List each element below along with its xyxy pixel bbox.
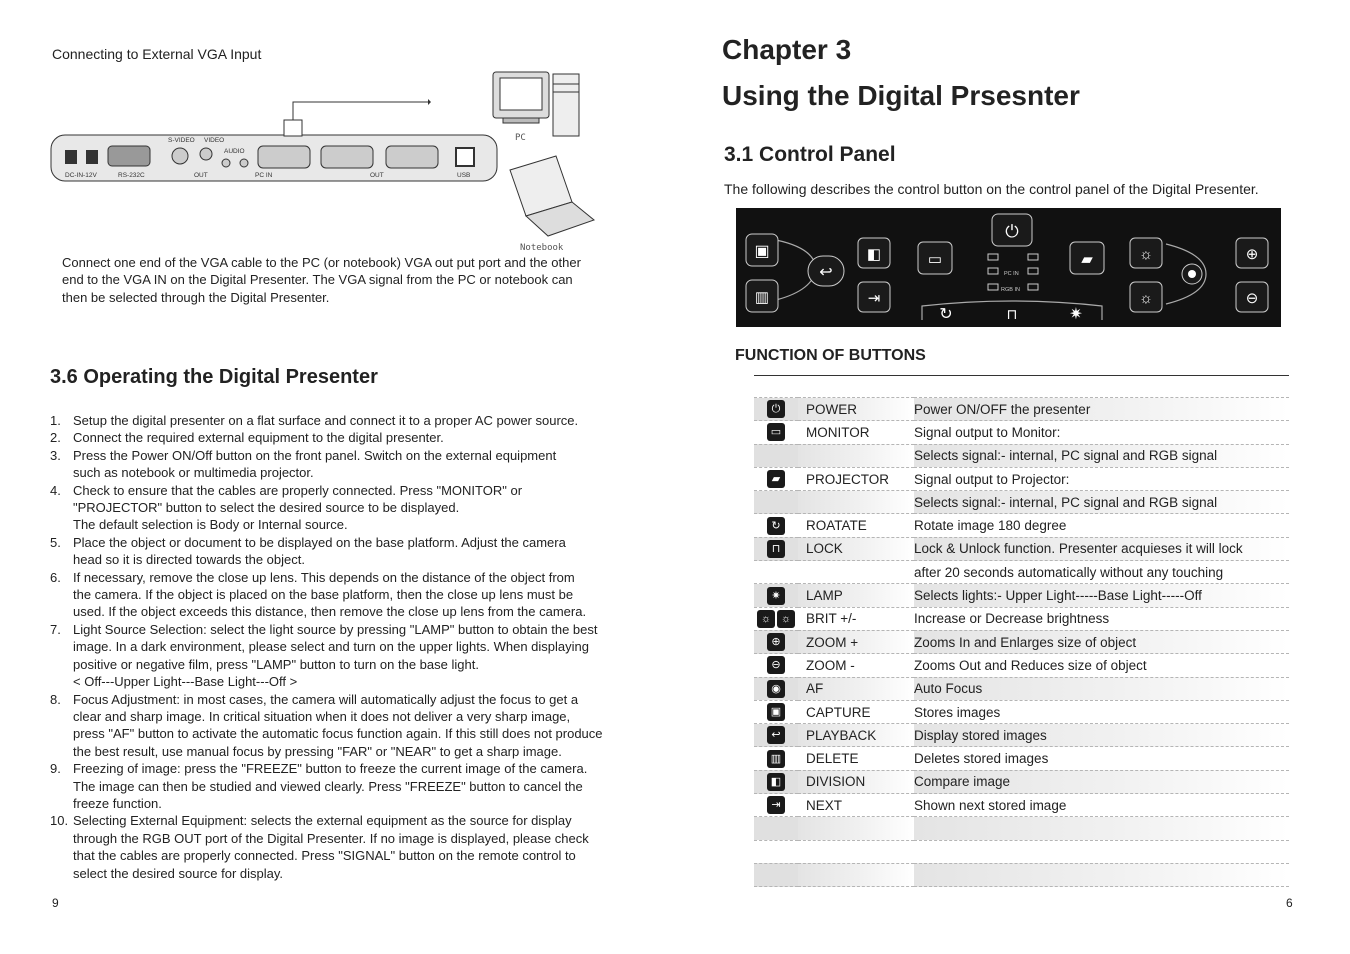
projector-icon: ▰ — [767, 470, 785, 488]
step-item — [50, 812, 630, 882]
table-row — [754, 607, 1289, 630]
control-panel-image — [736, 208, 1281, 327]
button-name — [798, 444, 914, 467]
button-name — [798, 561, 914, 584]
button-name: ZOOM + — [798, 630, 914, 653]
button-name: DELETE — [798, 747, 914, 770]
table-row — [754, 514, 1289, 537]
button-description: Compare image — [914, 770, 1289, 793]
step-item — [50, 534, 630, 569]
table-row — [754, 584, 1289, 607]
connect-instructions: Connect one end of the VGA cable to the PC (or notebook) VGA out put port and the other end to the VGA IN on the Digital Presenter. The VGA signal from the PC or notebook can then be selected through the Digital Presenter. — [62, 255, 581, 305]
button-icon-cell — [754, 491, 798, 514]
rs232-port — [108, 146, 150, 166]
audio-port-2 — [240, 159, 248, 167]
button-name: ZOOM - — [798, 654, 914, 677]
svg-text:⊕: ⊕ — [1245, 246, 1259, 263]
table-row — [754, 724, 1289, 747]
capture-icon: ▣ — [767, 703, 785, 721]
lamp-icon: ✷ — [767, 587, 785, 605]
step-item — [50, 412, 630, 429]
table-row — [754, 421, 1289, 444]
button-name: DIVISION — [798, 770, 914, 793]
diagram-caption: Connecting to External VGA Input — [52, 46, 262, 62]
table-row — [754, 630, 1289, 653]
button-icon-cell — [754, 747, 798, 770]
zoom-icon: ⊖ — [767, 656, 785, 674]
vga-cable — [293, 102, 428, 120]
dc-in-port — [65, 150, 77, 164]
step-number: 10. — [50, 813, 69, 829]
button-description: Selects lights:- Upper Light-----Base Light-----Off — [914, 584, 1289, 607]
step-number: 5. — [50, 534, 61, 550]
video-port — [200, 148, 212, 160]
dc-in-port-2 — [86, 150, 98, 164]
button-description: Shown next stored image — [914, 794, 1289, 817]
button-icon-cell — [754, 584, 798, 607]
panel-lamp-icon: ✷ — [1069, 306, 1083, 323]
step-text: If necessary, remove the close up lens. This depends on the distance of the object from the camera. If the object is placed on the base platform, then the close up lens must be used. If the object exceeds this distance, then remove the close up lens from the camera. — [73, 569, 587, 620]
monitor-icon: ▭ — [767, 423, 785, 441]
button-icon-cell — [754, 770, 798, 793]
audio-port-1 — [222, 159, 230, 167]
button-icon-cell — [754, 863, 798, 886]
button-name: PROJECTOR — [798, 467, 914, 490]
step-number: 8. — [50, 691, 61, 707]
svideo-port — [172, 148, 188, 164]
section-description: The following describes the control button on the control panel of the Digital Presenter. — [724, 181, 1259, 197]
button-name: NEXT — [798, 794, 914, 817]
table-row — [754, 700, 1289, 723]
table-row — [754, 747, 1289, 770]
svg-text:↩: ↩ — [819, 264, 833, 281]
button-description: Signal output to Monitor: — [914, 421, 1289, 444]
section-heading-3-1: 3.1 Control Panel — [724, 143, 896, 166]
table-row — [754, 467, 1289, 490]
table-row — [754, 491, 1289, 514]
panel-label-rgb-in: RGB IN — [1001, 287, 1020, 293]
button-icon-cell — [754, 840, 798, 863]
button-icon-cell — [754, 607, 798, 630]
zoom-icon: ⊕ — [767, 633, 785, 651]
button-icon-cell — [754, 421, 798, 444]
page-number-right: 6 — [1286, 896, 1293, 910]
panel-lock-icon: ⊓ — [1006, 306, 1018, 322]
label-pc-in: PC IN — [255, 172, 273, 179]
table-row — [754, 770, 1289, 793]
svg-text:☼: ☼ — [1139, 290, 1153, 307]
step-text: Freezing of image: press the "FREEZE" button to freeze the current image of the camera. The image can then be studied and viewed clearly. Press "FREEZE" button to cancel the freeze function. — [73, 761, 588, 811]
heading-rule — [754, 375, 1289, 376]
button-icon-cell — [754, 444, 798, 467]
button-icon-cell — [754, 817, 798, 840]
table-row — [754, 794, 1289, 817]
step-item — [50, 621, 630, 691]
delete-icon: ▥ — [767, 750, 785, 768]
next-icon: ⇥ — [767, 796, 785, 814]
table-row — [754, 840, 1289, 863]
label-notebook: Notebook — [520, 243, 564, 253]
button-description: Selects signal:- internal, PC signal and RGB signal — [914, 444, 1289, 467]
table-row — [754, 398, 1289, 421]
button-icon-cell — [754, 794, 798, 817]
button-description — [914, 863, 1289, 886]
button-name — [798, 817, 914, 840]
button-name: LOCK — [798, 537, 914, 560]
button-description — [914, 840, 1289, 863]
button-icon-cell — [754, 630, 798, 653]
function-of-buttons-heading: FUNCTION OF BUTTONS — [735, 347, 926, 364]
brit-icon: ☼ — [757, 610, 775, 628]
step-number: 9. — [50, 761, 61, 777]
step-item — [50, 691, 630, 761]
button-name: MONITOR — [798, 421, 914, 444]
label-out-1: OUT — [194, 172, 208, 179]
button-name: CAPTURE — [798, 700, 914, 723]
button-icon-cell — [754, 398, 798, 421]
step-item — [50, 429, 630, 446]
step-text: Connect the required external equipment to the digital presenter. — [73, 430, 444, 446]
panel-label-pc-in: PC IN — [1004, 271, 1019, 277]
panel-rotate-icon: ↻ — [939, 306, 953, 323]
step-number: 7. — [50, 621, 61, 637]
usb-port — [456, 148, 474, 166]
table-row — [754, 817, 1289, 840]
button-icon-cell — [754, 677, 798, 700]
table-row — [754, 537, 1289, 560]
button-description: Rotate image 180 degree — [914, 514, 1289, 537]
button-description: Signal output to Projector: — [914, 467, 1289, 490]
svg-text:▣: ▣ — [754, 243, 770, 260]
svg-text:▥: ▥ — [754, 289, 770, 306]
pc-tower — [553, 74, 579, 136]
step-text: Focus Adjustment: in most cases, the camera will automatically adjust the focus to get a clear and sharp image. In critical situation when it does not deliver a very sharp image, press "AF" button to activate the automatic focus function again. If this still does not produce the best result, use manual focus by pressing "FAR" or "NEAR" to get a sharp image. — [73, 691, 603, 759]
out-port-1 — [321, 146, 373, 168]
button-description: Zooms Out and Reduces size of object — [914, 654, 1289, 677]
lock-icon: ⊓ — [767, 540, 785, 558]
svg-text:☼: ☼ — [1139, 246, 1153, 263]
button-description: after 20 seconds automatically without any touching — [914, 561, 1289, 584]
button-icon-cell — [754, 700, 798, 723]
label-usb: USB — [457, 172, 471, 179]
step-item — [50, 760, 630, 812]
button-description: Lock & Unlock function. Presenter acquieses it will lock — [914, 537, 1289, 560]
svg-text:⇥: ⇥ — [867, 290, 881, 307]
label-audio: AUDIO — [224, 148, 245, 155]
vga-connection-diagram — [48, 70, 608, 260]
section-heading-3-6: 3.6 Operating the Digital Presenter — [50, 366, 378, 388]
label-rs232: RS-232C — [118, 172, 145, 179]
step-text: Selecting External Equipment: selects the external equipment as the source for display through the RGB OUT port of the Digital Presenter. If no image is displayed, please check that the cables are properly connected. Press "SIGNAL" button on the remote control to select the desired source for display. — [73, 813, 589, 881]
af-icon: ◉ — [767, 680, 785, 698]
step-item — [50, 569, 630, 621]
button-icon-cell — [754, 724, 798, 747]
svg-text:◧: ◧ — [866, 246, 882, 263]
page-number-left: 9 — [52, 896, 59, 910]
svg-text:⊖: ⊖ — [1245, 290, 1259, 307]
table-row — [754, 863, 1289, 886]
button-name: AF — [798, 677, 914, 700]
table-row — [754, 561, 1289, 584]
step-number: 1. — [50, 413, 61, 428]
svg-text:▰: ▰ — [1081, 251, 1093, 268]
button-description: Display stored images — [914, 724, 1289, 747]
button-description: Power ON/OFF the presenter — [914, 398, 1289, 421]
step-number: 2. — [50, 430, 61, 446]
chapter-title: Using the Digital Prsesnter — [722, 80, 1080, 111]
button-icon-cell — [754, 561, 798, 584]
out-port-2 — [386, 146, 438, 168]
button-icon-cell — [754, 514, 798, 537]
step-item — [50, 482, 630, 534]
button-description: Auto Focus — [914, 677, 1289, 700]
step-text: Light Source Selection: select the light source by pressing "LAMP" button to obtain the best image. In a dark environment, please select and turn on the upper lights. When displaying positive or negative film, press "LAMP" button to turn on the base light. < Off---Upper Light---Base Light---Off > — [73, 621, 598, 690]
button-name — [798, 863, 914, 886]
division-icon: ◧ — [767, 773, 785, 791]
playback-icon: ↩ — [767, 726, 785, 744]
button-icon-cell — [754, 654, 798, 677]
step-number: 6. — [50, 569, 61, 585]
button-icon-cell — [754, 467, 798, 490]
label-dcin: DC-IN-12V — [65, 172, 97, 179]
label-video: VIDEO — [204, 137, 225, 144]
button-description: Zooms In and Enlarges size of object — [914, 630, 1289, 653]
vga-plug — [284, 120, 302, 136]
button-name: ROATATE — [798, 514, 914, 537]
cable-arrow — [428, 99, 431, 105]
step-text: Setup the digital presenter on a flat surface and connect it to a proper AC power source. — [73, 413, 579, 428]
button-name — [798, 491, 914, 514]
button-name — [798, 840, 914, 863]
label-pc: PC — [515, 133, 526, 143]
step-number: 4. — [50, 482, 61, 498]
table-row — [754, 654, 1289, 677]
button-description — [914, 817, 1289, 840]
chapter-number: Chapter 3 — [722, 34, 852, 65]
label-svideo: S-VIDEO — [168, 137, 195, 144]
button-icon-cell — [754, 537, 798, 560]
power-icon: ⏻ — [767, 400, 785, 418]
pc-in-port — [258, 146, 310, 168]
step-text: Press the Power ON/Off button on the front panel. Switch on the external equipment such as notebook or multimedia projector. — [73, 447, 557, 481]
step-number: 3. — [50, 447, 61, 463]
button-description: Deletes stored images — [914, 747, 1289, 770]
svg-text:▭: ▭ — [927, 251, 943, 268]
table-row — [754, 444, 1289, 467]
button-name: LAMP — [798, 584, 914, 607]
step-text: Check to ensure that the cables are properly connected. Press "MONITOR" or "PROJECTOR" button to select the desired source to be displayed. The default selection is Body or Internal source. — [73, 482, 523, 533]
step-item — [50, 447, 630, 482]
step-text: Place the object or document to be displayed on the base platform. Adjust the camera head so it is directed towards the object. — [73, 534, 566, 568]
button-name: POWER — [798, 398, 914, 421]
roatate-icon: ↻ — [767, 517, 785, 535]
button-description: Selects signal:- internal, PC signal and RGB signal — [914, 491, 1289, 514]
operating-steps — [50, 412, 630, 882]
brit-icon: ☼ — [777, 610, 795, 628]
button-name: PLAYBACK — [798, 724, 914, 747]
button-description: Increase or Decrease brightness — [914, 607, 1289, 630]
svg-text:⏻: ⏻ — [1005, 222, 1019, 241]
button-name: BRIT +/- — [798, 607, 914, 630]
table-row — [754, 677, 1289, 700]
function-of-buttons-table — [754, 397, 1289, 887]
label-out-2: OUT — [370, 172, 384, 179]
button-description: Stores images — [914, 700, 1289, 723]
